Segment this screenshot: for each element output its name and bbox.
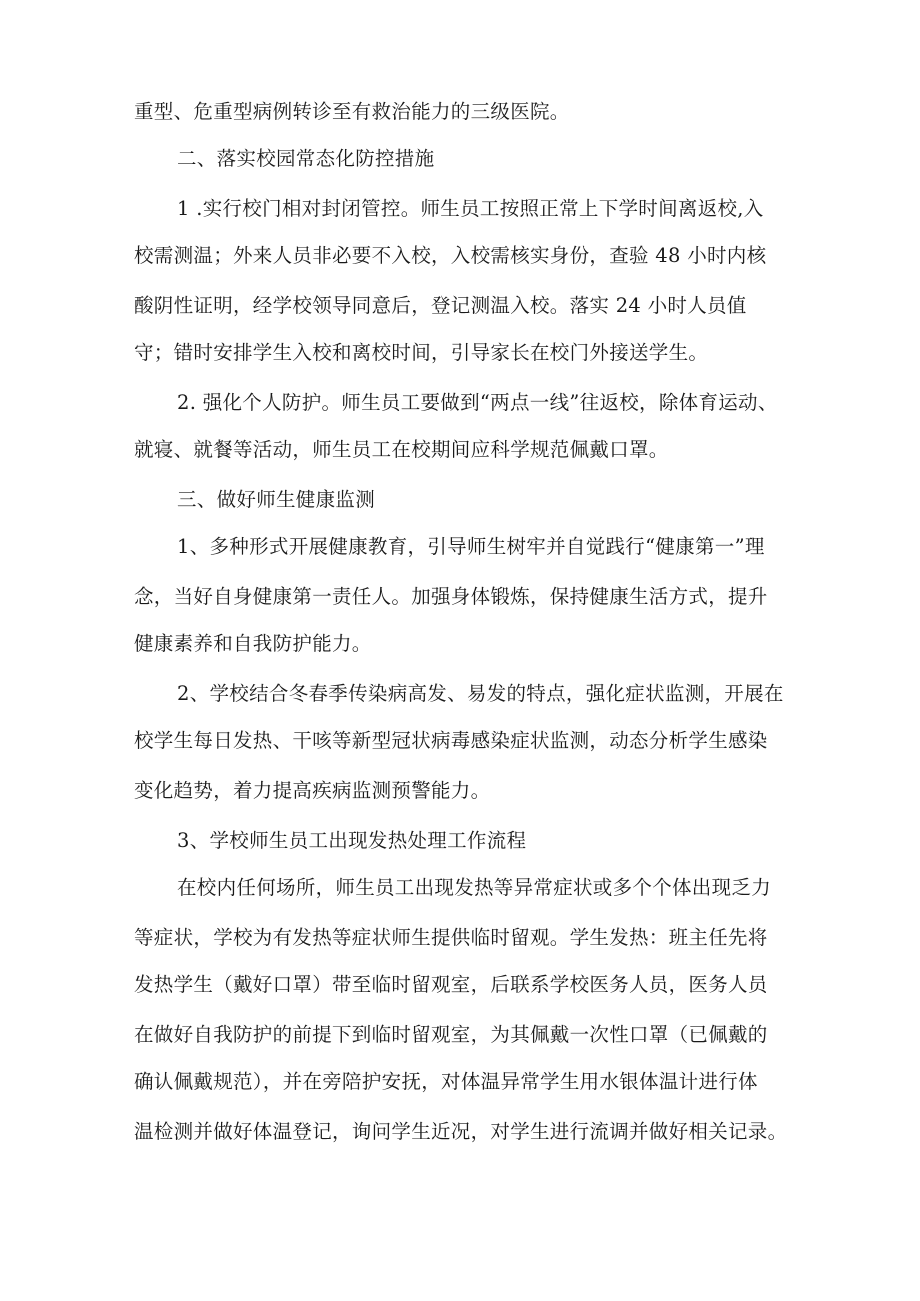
text-line: 1 .实行校门相对封闭管控。师生员工按照正常上下学时间离返校,入 xyxy=(177,197,764,220)
text-line: 健康素养和自我防护能力。 xyxy=(134,632,372,655)
text-line: 温检测并做好体温登记，询问学生近况，对学生进行流调并做好相关记录。 xyxy=(134,1120,788,1143)
text-line: 念，当好自身健康第一责任人。加强身体锻炼，保持健康生活方式，提升 xyxy=(134,585,768,608)
text-line: 就寝、就餐等活动，师生员工在校期间应科学规范佩戴口罩。 xyxy=(134,438,669,461)
text-line: 在做好自我防护的前提下到临时留观室，为其佩戴一次性口罩（已佩戴的 xyxy=(134,1023,768,1046)
text-line: 发热学生（戴好口罩）带至临时留观室，后联系学校医务人员，医务人员 xyxy=(134,973,768,996)
text-line: 变化趋势，着力提高疾病监测预警能力。 xyxy=(134,779,491,802)
text-line: 守；错时安排学生入校和离校时间，引导家长在校门外接送学生。 xyxy=(134,341,709,364)
section-heading: 三、做好师生健康监测 xyxy=(177,488,376,511)
text-line: 重型、危重型病例转诊至有救治能力的三级医院。 xyxy=(134,100,570,123)
text-line: 等症状，学校为有发热等症状师生提供临时留观。学生发热：班主任先将 xyxy=(134,926,768,949)
text-line: 1、多种形式开展健康教育，引导师生树牢并自觉践行“健康第一”理 xyxy=(177,535,765,558)
text-line: 确认佩戴规范），并在旁陪护安抚，对体温异常学生用水银体温计进行体 xyxy=(134,1070,758,1093)
subsection-heading: 3、学校师生员工出现发热处理工作流程 xyxy=(177,829,527,852)
text-line: 2、学校结合冬春季传染病高发、易发的特点，强化症状监测，开展在 xyxy=(177,682,784,705)
text-line: 酸阴性证明，经学校领导同意后，登记测温入校。落实 24 小时人员值 xyxy=(134,294,747,317)
text-line: 在校内任何场所，师生员工出现发热等异常症状或多个个体出现乏力 xyxy=(177,876,772,899)
text-line: 校需测温；外来人员非必要不入校，入校需核实身份，查验 48 小时内核 xyxy=(134,244,767,267)
text-line: 校学生每日发热、干咳等新型冠状病毒感染症状监测，动态分析学生感染 xyxy=(134,729,768,752)
text-line: 2. 强化个人防护。师生员工要做到“两点一线”往返校，除体育运动、 xyxy=(177,391,778,414)
section-heading: 二、落实校园常态化防控措施 xyxy=(177,147,435,170)
